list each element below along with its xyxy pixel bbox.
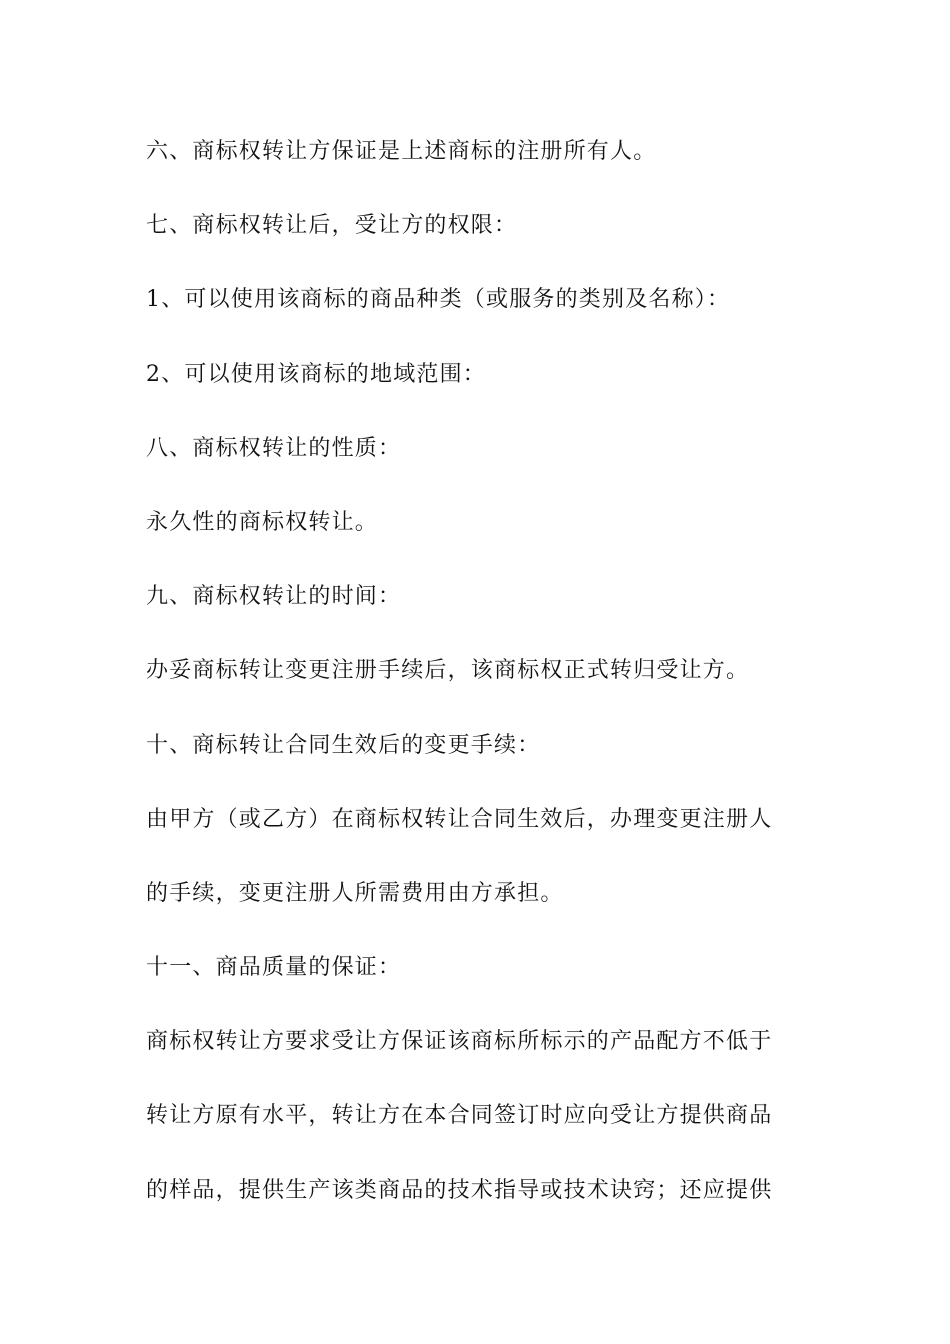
document-body: [146, 130, 816, 1243]
clause-11-heading: 十一、商品质量的保证：: [146, 955, 402, 981]
clause-6: 六、商标权转让方保证是上述商标的注册所有人。: [146, 139, 657, 164]
clause-8-body: 永久性的商标权转让。: [146, 509, 379, 535]
clause-9-heading: 九、商标权转让的时间：: [146, 584, 402, 610]
clause-11-body-line-2: 转让方原有水平，转让方在本合同签订时应向受让方提供商品: [146, 1103, 773, 1129]
clause-7-heading: 七、商标权转让后，受让方的权限：: [146, 213, 518, 239]
clause-11-body-line-1: 商标权转让方要求受让方保证该商标所标示的产品配方不低于: [146, 1029, 773, 1055]
clause-11-body-line-3: 的样品，提供生产该类商品的技术指导或技术诀窍；还应提供: [146, 1177, 773, 1203]
clause-7-item-1: 1、可以使用该商标的商品种类（或服务的类别及名称）：: [146, 287, 731, 313]
clause-9-body: 办妥商标转让变更注册手续后，该商标权正式转归受让方。: [146, 658, 750, 684]
clause-7-item-2: 2、可以使用该商标的地域范围：: [146, 361, 486, 387]
clause-10-body-line-2: 的手续，变更注册人所需费用由方承担。: [146, 880, 564, 906]
clause-10-body-line-1: 由甲方（或乙方）在商标权转让合同生效后，办理变更注册人: [146, 806, 773, 832]
clause-10-heading: 十、商标转让合同生效后的变更手续：: [146, 732, 541, 758]
clause-8-heading: 八、商标权转让的性质：: [146, 435, 402, 461]
